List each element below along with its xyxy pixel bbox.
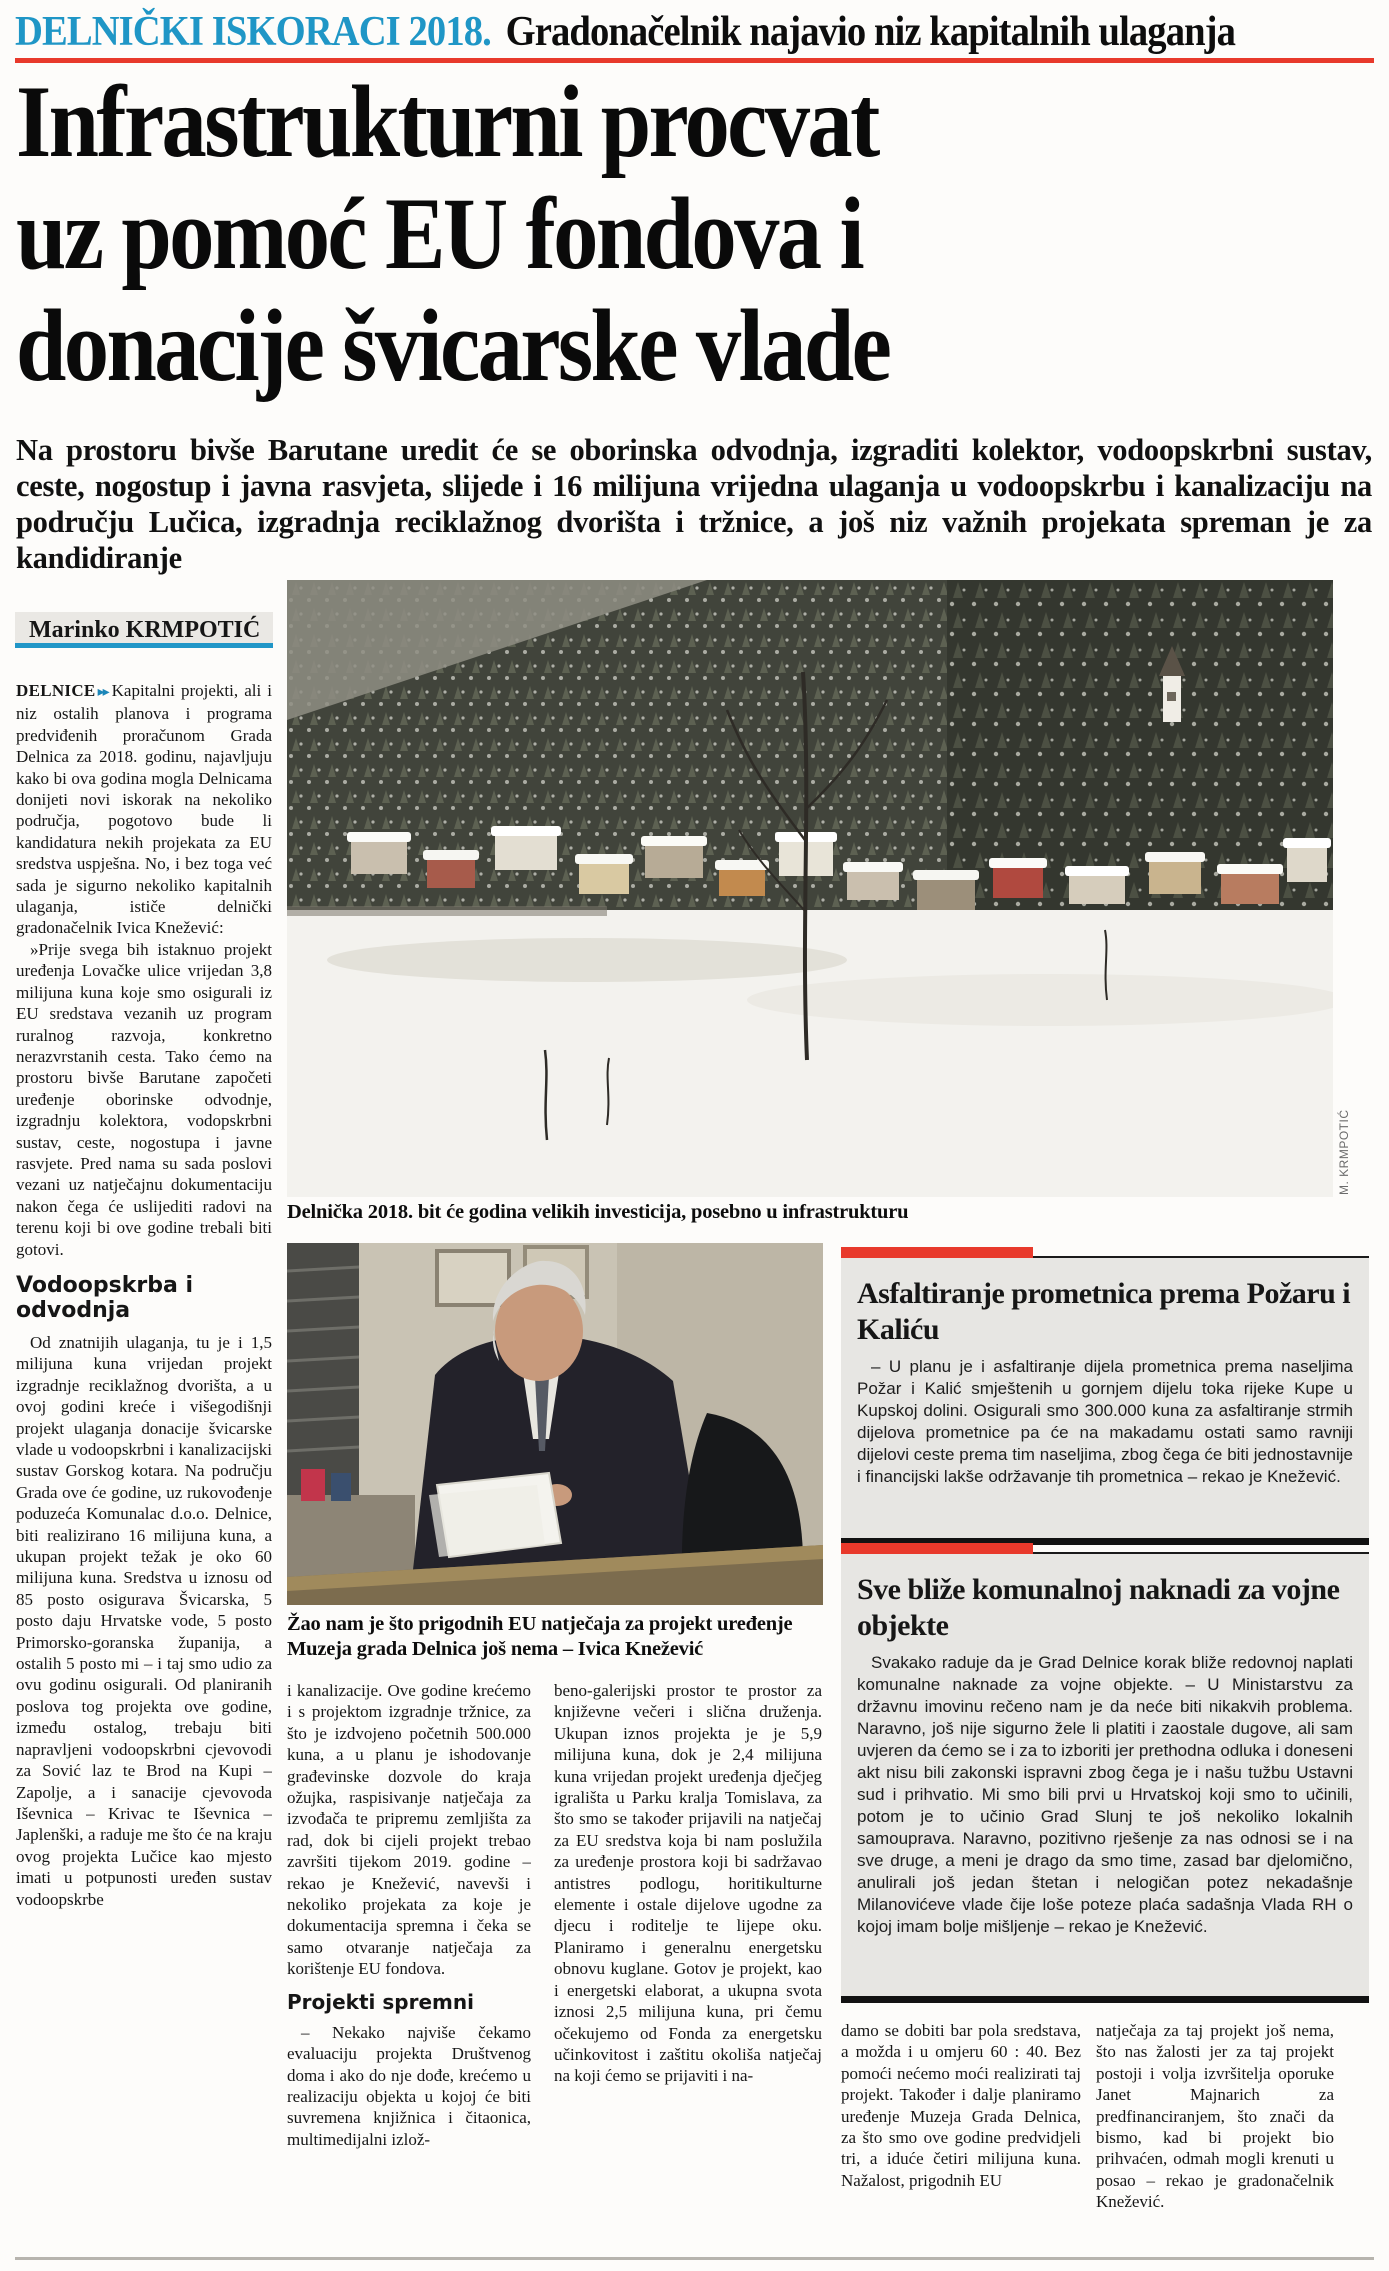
window-blinds <box>287 1243 359 1495</box>
section-subhead: Projekti spremni <box>287 1989 474 2014</box>
photo1-caption: Delnička 2018. bit će godina velikih investicija, posebno u infrastrukturu <box>287 1201 909 1223</box>
double-arrow-icon: ▸▸ <box>97 685 108 700</box>
article-paragraph: – Nekako najviše čekamo evaluaciju projekta Društvenog doma i ako do nje dođe, krećemo u realizaciju objekta u kojoj će biti suvremena knjižnica i čitaonica, multimedijalni izlož- <box>287 2022 531 2149</box>
byline: Marinko KRMPOTIĆ <box>15 612 273 648</box>
article-paragraph: damo se dobiti bar pola sredstava, a možda i u omjeru 60 : 40. Bez pomoći nećemo moći realizirati taj projekt. Također i dalje planiramo uređenje Muzeja Grada Delnica, za što smo ove godine predvidjeli tri, a iduće četiri milijuna kuna. Nažalost, prigodnih EU <box>841 2021 1081 2190</box>
kicker-bar <box>15 8 1374 63</box>
village-winter-photo <box>287 580 1333 1197</box>
headline-line-1: Infrastrukturni procvat <box>16 65 878 179</box>
headline-line-2: uz pomoć EU fondova i <box>16 177 863 291</box>
infobox-title: Asfaltiranje prometnica prema Požaru i Kaliću <box>857 1277 1351 1346</box>
headline-line-3: donacije švicarske vlade <box>16 289 890 403</box>
red-bar <box>841 1247 1033 1258</box>
article-paragraph: beno-galerijski prostor te prostor za književne večeri i slična druženja. Ukupan iznos projekta je je 5,9 milijuna kuna, dok je 2,4 milijuna kuna vrijedan projekt uređenja dječjeg igrališta u Parku kralja Tomislava, za što smo se također prijavili na natječaj za EU sredstva koja bi nam poslužila za uređenje prostora koji bi sadržavao antistres podlogu, horitikulturne elemente i ostale dijelove ugodne za djecu i roditelje te lijepe oku. Planiramo i generalnu energetsku obnovu kuglane. Gotov je projekt, kao i energetski elaborat, a ukupna svota iznosi 2,5 milijuna kuna, pri čemu očekujemo od Fonda za energetsku učinkovitost i zaštitu okoliša natječaj na koji ćemo se prijaviti i na- <box>554 1681 822 2086</box>
article-paragraph-text: Kapitalni projekti, ali i niz ostalih planova i programa predviđenih proračunom Grada Delnica za 2018. godinu, najavljuju kako bi ova godina mogla Delnicama donijeti novi iskorak na nekoliko područja, pogotovo bude li kandidatura nekih projekata za EU sredstva uspješna. No, i bez toga već sada je sigurno nekoliko kapitalnih ulaganja, ističe delnički gradonačelnik Ivica Knežević: <box>16 681 272 938</box>
article-paragraph: natječaja za taj projekt još nema, što nas žalosti jer za taj projekt postoji i volja izvršitelja oporuke Janet Majnarich za predfinanciranjem, što znači da bismo, kad bi projekt bio prihvaćen, odmah mogli krenuti u posao – rekao je gradonačelnik Knežević. <box>1096 2021 1334 2212</box>
kicker-text: Gradonačelnik najavio niz kapitalnih ulaganja <box>505 9 1236 55</box>
kicker-highlight: DELNIČKI ISKORACI 2018. <box>15 9 491 55</box>
article-column-4 <box>1096 2020 1334 2256</box>
photo-credit: M. KRMPOTIĆ <box>1337 1109 1351 1195</box>
infobox-military <box>841 1554 1369 2003</box>
article-paragraph: »Prije svega bih istaknuo projekt uređenja Lovačke ulice vrijedan 3,8 milijuna kuna koje smo osigurali iz EU sredstava vezanih uz program ruralnog razvoja, konkretno nerazvrstanih cesta. Tako ćemo na prostoru bivše Barutane započeti uređenje oborinske odvodnje, izgradnju kolektora, vodopskrbni sustav, ceste, nogostupa i javne rasvjete. Pred nama su sada poslovi vezani uz natječajnu dokumentaciju nakon čega će uslijediti radovi na terenu koji bi ove godine trebali biti gotovi. <box>16 939 272 1259</box>
infobox-body: Svakako raduje da je Grad Delnice korak bliže redovnoj naplati komunalne naknade za vojne objekte. – U Ministarstvu za državnu imovinu rečeno nam je da neće biti nikakvih problema. Naravno, još nije sigurno žele li platiti i zaostale dugove, ali sam uvjeren da ćemo se i za to izboriti jer prethodna odluka i doneseni akt nisu bili zakonski ispravni zbog čega je i našu tužbu Ustavni sud i prihvatio. Mi smo bili prvi u Hrvatskoj koji smo to učinili, potom je to učinio Grad Slunj te još nekoliko lokalnih samouprava. Naravno, pozitivno rješenje za nas odnosi se i na sve druge, a meni je drago da smo time, zasad bar djelomično, anulirali još jedan štetan i nelogičan potez nekadašnje Milanovićeve vlade čije loše poteze plaća sadašnja Vlada RH o kojoj imam bolje mišljenje – rekao je Knežević. <box>857 1653 1353 1936</box>
article-column-3 <box>841 2020 1081 2256</box>
red-bar <box>841 1543 1033 1554</box>
photo2-caption: Žao nam je što prigodnih EU natječaja za projekt uređenje Muzeja grada Delnica još nema – Ivica Knežević <box>287 1613 793 1660</box>
mayor-portrait-photo <box>287 1243 823 1605</box>
article-paragraph <box>16 680 272 939</box>
article-column-1 <box>287 1680 531 2254</box>
section-subhead: Vodoopskrba i odvodnja <box>16 1272 194 1323</box>
main-headline <box>16 66 1389 402</box>
infobox-title: Sve bliže komunalnoj naknadi za vojne objekte <box>857 1573 1340 1642</box>
hairline-rule <box>1033 1552 1369 1554</box>
article-paragraph: Od znatnijih ulaganja, tu je i 1,5 milijuna kuna vrijedan projekt izgradnje reciklažnog dvorišta, a u ovoj godini kreće i višegodišnji projekt ulaganja donacije švicarske vlade u vodoopskrbni i kanalizacijski sustav Gorskog kotara. Na području Grada ove će godine, uz rukovođenje poduzeća Komunalac d.o.o. Delnice, biti realizirano 16 milijuna kuna, a ukupan projekt težak je oko 60 milijuna kuna. Sredstva u iznosu od 85 posto osigurava Švicarska, 5 posto daju Hrvatske vode, 5 posto Primorsko-goranska županija, a ostalih 5 posto mi – i taj smo udio za ovu godinu osigurali. Od planiranih poslova tog projekta ove godine, između ostalog, trebaju biti napravljeni vodoopskrbni cjevovodi za Sović laz te Brod na Kupi – Zapolje, a i sanacije cjevovoda Iševnica – Krivac te Iševnica – Japlenški, a raduje me što će na kraju ovog projekta Lučice kao mjesto imati u potpunosti uređen sustav vodoopskrbe <box>16 1332 272 1909</box>
infobox-asphalt <box>841 1258 1369 1545</box>
article-left-column <box>16 680 272 2256</box>
infobox-body: – U planu je i asfaltiranje dijela prometnica prema naseljima Požar i Kalić smještenih u gornjem dijelu toka rijeke Kupe u Kupskoj dolini. Osigurali smo 300.000 kuna za asfaltiranje strmih dijelova prometnice pa će na makadamu ostati samo ravniji dijelovi ceste prema tim naseljima, zbog čega će biti jednostavnije i financijski lakše održavanje tih prometnica – rekao je Knežević. <box>857 1357 1353 1486</box>
bottom-rule <box>15 2257 1374 2260</box>
article-paragraph: i kanalizacije. Ove godine krećemo i s projektom izgradnje tržnice, za što je izdvojeno početnih 500.000 kuna, a u planu je ishodovanje građevinske dozvole do kraja ožujka, raspisivanje natječaja za izvođača te pripremu zemljišta za rad, dok bi cijeli projekt trebao završiti tijekom 2019. godine – rekao je Knežević, navevši i nekoliko projekata za koje je dokumentacija spremna i čeka se samo otvaranje natječaja za korištenje EU fondova. <box>287 1681 531 1979</box>
hairline-rule <box>1033 1256 1369 1258</box>
dateline: DELNICE <box>16 681 96 700</box>
article-column-2 <box>554 1680 822 2254</box>
lead-paragraph: Na prostoru bivše Barutane uredit će se oborinska odvodnja, izgraditi kolektor, vodoopskrbni sustav, ceste, nogostup i javna rasvjeta, slijede i 16 milijuna vrijedna ulaganja u vodoopskrbu i kanalizaciju na području Lučica, izgradnja reciklažnog dvorišta i tržnice, a još niz važnih projekata spreman je za kandidiranje <box>16 433 1372 575</box>
